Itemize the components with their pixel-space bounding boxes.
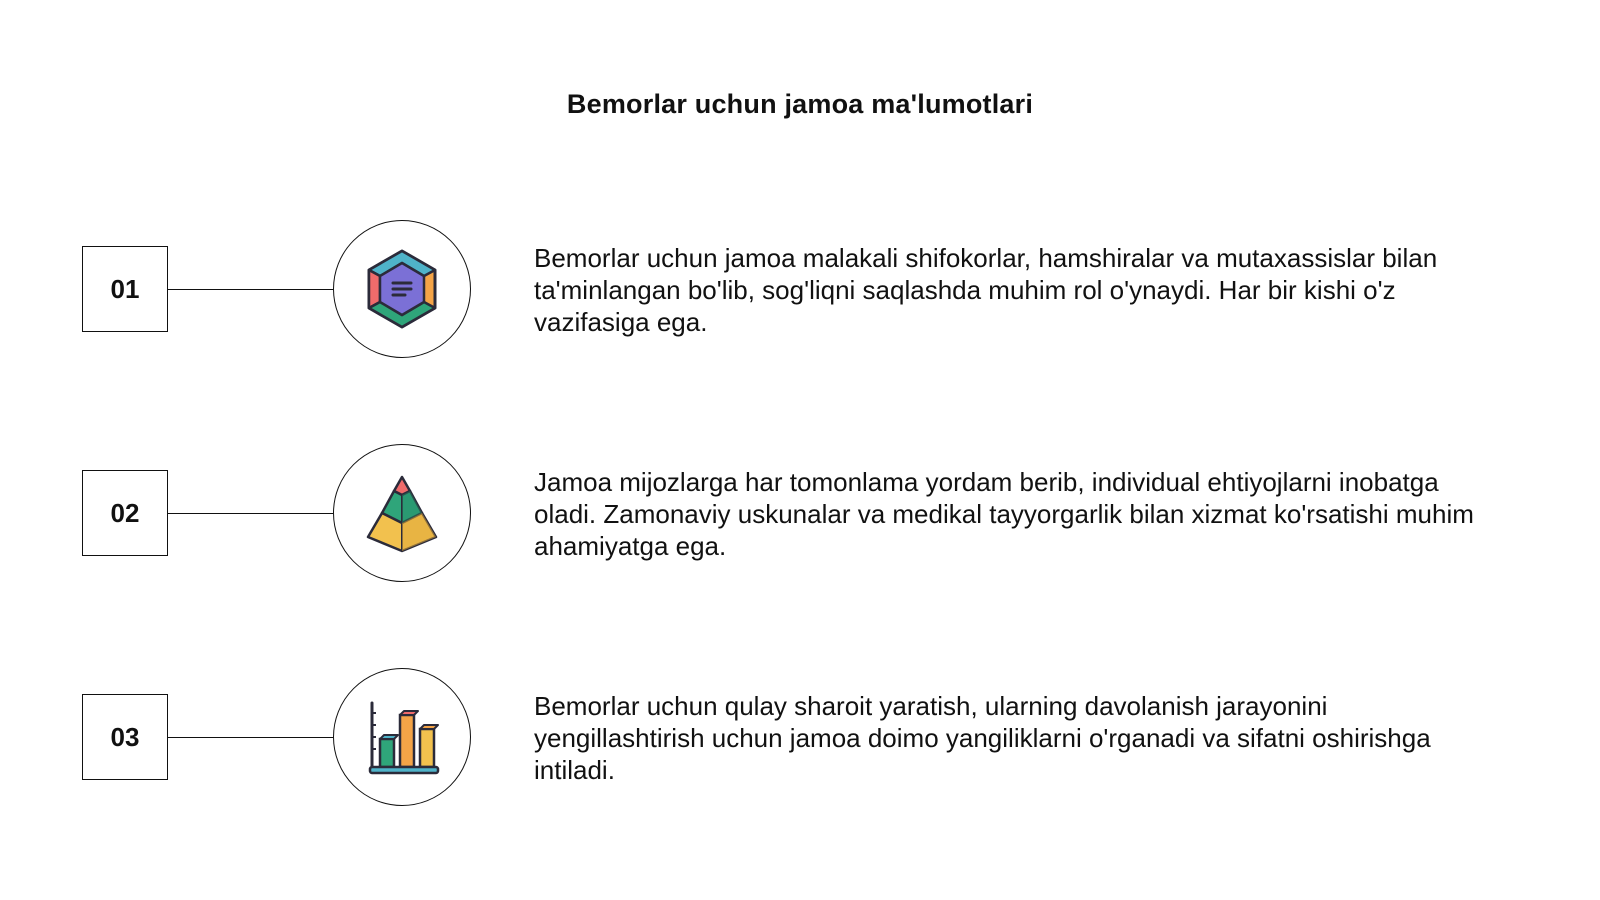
step-icon-circle	[333, 444, 471, 582]
step-description: Bemorlar uchun qulay sharoit yaratish, ularning davolanish jarayonini yengillashtirish uchun jamoa doimo yangiliklarni o'rganadi va sifatni oshirishga intiladi.	[534, 691, 1431, 785]
step-number-box: 01	[82, 246, 168, 332]
step-number-box: 02	[82, 470, 168, 556]
step-row-1	[0, 220, 1600, 362]
step-description: Bemorlar uchun jamoa malakali shifokorlar, hamshiralar va mutaxassislar bilan ta'minlangan bo'lib, sog'liqni saqlashda muhim rol o'ynaydi. Har bir kishi o'z vazifasiga ega.	[534, 243, 1438, 337]
step-icon-circle	[333, 220, 471, 358]
step-row-2	[0, 444, 1600, 586]
pyramid-icon	[360, 471, 444, 555]
step-row-3	[0, 668, 1600, 810]
connector-line	[168, 737, 333, 738]
hexagon-document-icon	[360, 247, 444, 331]
bar-chart-icon	[360, 695, 444, 779]
step-icon-circle	[333, 668, 471, 806]
page-title: Bemorlar uchun jamoa ma'lumotlari	[566, 89, 1034, 119]
step-number-box: 03	[82, 694, 168, 780]
connector-line	[168, 289, 333, 290]
step-description: Jamoa mijozlarga har tomonlama yordam berib, individual ehtiyojlarni inobatga oladi. Zamonaviy uskunalar va medikal tayyorgarlik bilan xizmat ko'rsatishi muhim ahamiyatga ega.	[534, 467, 1474, 561]
connector-line	[168, 513, 333, 514]
